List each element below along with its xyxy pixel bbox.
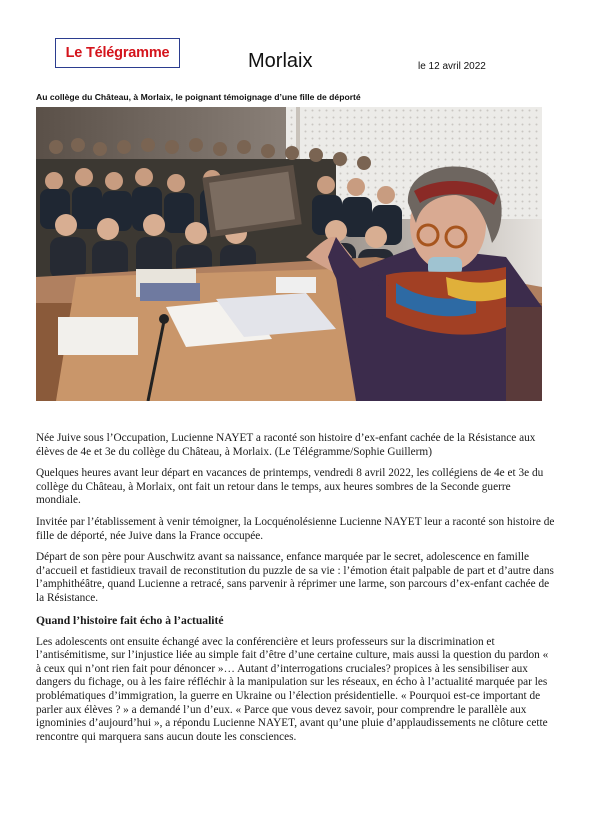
photo-caption: Née Juive sous l’Occupation, Lucienne NAYET a raconté son histoire d’ex-enfant cachée de la Résistance aux élèves de 4e et 3e du collège du Château, à Morlaix. (Le Télégramme/Sophie Guillerm)	[36, 432, 536, 458]
city-title: Morlaix	[248, 50, 313, 72]
paragraph: Les adolescents ont ensuite échangé avec la conférencière et leurs professeurs sur la discrimination et l’antisémitisme, sur l’injustice liée au simple fait d’être d’une certaine culture, mais aussi la question du pardon « à ceux qui n’ont rien fait pour dénoncer »… Autant d’interrogations cruciales? propices à les sensibiliser aux dangers du fichage, ou à les faire réfléchir à la manipulation sur les réseaux, en écho à l’actualité marquée par les problématiques d’immigration, la guerre en Ukraine ou l’élection présidentielle. « Pourquoi est-ce important de parler aux élèves ? » a demandé l’un d’eux. « Parce que vous devez savoir, pour comprendre le parallèle aux ignominies d’aujourd’hui », a répondu Lucienne NAYET, avant qu’une pluie d’applaudissements ne clôture cette rencontre qui marquera sans aucun doute les consciences.	[36, 635, 549, 743]
newspaper-logo	[55, 38, 180, 68]
paragraph: Invitée par l’établissement à venir témoigner, la Locquénolésienne Lucienne NAYET leur a raconté son histoire de fille de déporté, née Juive dans la France occupée.	[36, 515, 555, 542]
paragraph: Quelques heures avant leur départ en vacances de printemps, vendredi 8 avril 2022, les collégiens de 4e et 3e du collège du Château, à Morlaix, ont fait un retour dans le temps, aux heures sombres de la Seconde guerre mondiale.	[36, 467, 544, 507]
section-subheading: Quand l’histoire fait écho à l’actualité	[36, 613, 224, 627]
article-photo	[36, 107, 542, 401]
publication-date: le 12 avril 2022	[418, 61, 486, 72]
article-body	[36, 432, 556, 752]
logo-text: Le Télégramme	[65, 45, 170, 61]
paragraph: Départ de son père pour Auschwitz avant sa naissance, enfance marquée par le secret, adolescence en famille d’accueil et fastidieux travail de reconstitution du puzzle de sa vie : l’émotion était palpable de part et d’autre dans l’amphithéâtre, quand Lucienne a retracé, sans parvenir à réprimer une larme, son parcours d’ex-enfant cachée de la Résistance.	[36, 551, 554, 604]
article-headline: Au collège du Château, à Morlaix, le poignant témoignage d’une fille de déporté	[36, 92, 361, 102]
